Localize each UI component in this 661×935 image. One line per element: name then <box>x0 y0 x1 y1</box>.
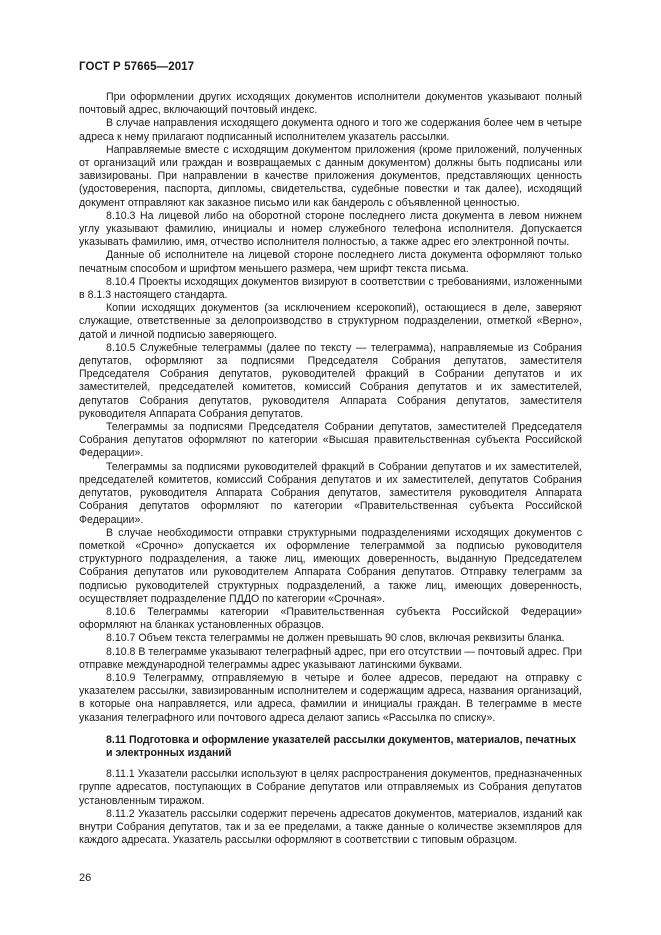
paragraph: При оформлении других исходящих документов исполнители документов указывают полный почтовый адрес, включающий почтовый индекс. <box>79 91 582 117</box>
paragraph: 8.10.7 Объем текста телеграммы не должен превышать 90 слов, включая реквизиты бланка. <box>106 632 565 645</box>
paragraph: Копии исходящих документов (за исключением ксерокопий), остающиеся в деле, заверяют служащие, ответственные за делопроизводство в структурном подразделении, отметкой «Верно», датой и личной подписью заверяющего. <box>79 302 582 341</box>
paragraph: 8.10.6 Телеграммы категории «Правительственная субъекта Российской Федерации» оформляют на бланках установленных образцов. <box>79 605 582 632</box>
paragraph: 8.10.9 Телеграмму, отправляемую в четыре и более адресов, передают на отправку с указателем рассылки, завизированным исполнителем и содержащим адреса, названия организаций, в которые она направляется, или адреса, фамилии и инициалы граждан. В телеграмме в месте указания телеграфного или почтового адреса делают запись «Рассылка по списку». <box>79 671 582 724</box>
document-body <box>79 91 582 847</box>
paragraph: Направляемые вместе с исходящим документом приложения (кроме приложений, полученных от организаций или граждан и возвращаемых с данным документом) должны быть подписаны или завизированы. При направлении в качестве приложения документов, представляющих ценность (удостоверения, паспорта, дипломы, свидетельства, судебные повестки и так далее), исходящий документ отправляют как заказное письмо или как бандероль с объявленной ценностью. <box>79 143 582 209</box>
document-header: ГОСТ Р 57665—2017 <box>79 61 195 73</box>
paragraph: 8.10.4 Проекты исходящих документов визируют в соответствии с требованиями, изложенными в 8.1.3 настоящего стандарта. <box>79 275 582 302</box>
paragraph: 8.10.3 На лицевой либо на оборотной стороне последнего листа документа в левом нижнем углу указывают фамилию, инициалы и номер служебного телефона исполнителя. Допускается указывать фамилию, имя, отчество исполнителя полностью, а также адрес его электронной почты. <box>79 209 582 249</box>
paragraph: В случае направления исходящего документа одного и того же содержания более чем в четыре адреса к нему прилагают подписанный исполнителем указатель рассылки. <box>79 117 582 143</box>
paragraph: 8.11.2 Указатель рассылки содержит перечень адресатов документов, материалов, изданий как внутри Собрания депутатов, так и за ее пределами, а также данные о количестве экземпляров для каждого адресата. Указатель рассылки оформляют в соответствии с типовым образцом. <box>79 807 582 847</box>
paragraph: Телеграммы за подписями Председателя Собрании депутатов, заместителей Председателя Собрания депутатов оформляют по категории «Высшая правительственная субъекта Российской Федерации». <box>79 421 582 460</box>
page-number: 26 <box>79 872 92 884</box>
section-heading: 8.11 Подготовка и оформление указателей рассылки документов, материалов, печатных и электронных изданий <box>106 733 577 759</box>
paragraph: 8.11.1 Указатели рассылки используют в целях распространения документов, предназначенных группе адресатов, поступающих в Собрание депутатов или отправляемых из Собрания депутатов установленным тиражом. <box>79 768 582 807</box>
paragraph: 8.10.8 В телеграмме указывают телеграфный адрес, при его отсутствии — почтовый адрес. При отправке международной телеграммы адрес указывают латинскими буквами. <box>79 645 582 671</box>
paragraph: В случае необходимости отправки структурными подразделениями исходящих документов с пометкой «Срочно» допускается их оформление телеграммой за подписью руководителя структурного подразделения, а также лиц, имеющих доверенность, выданную Председателем Собрания депутатов или руководителем Аппарата Собрания депутатов. Отправку телеграмм за подписью руководителей структурных подразделений, а также лиц, имеющих доверенность, осуществляет подразделение ПДДО по категории «Срочная». <box>79 526 582 605</box>
paragraph: Телеграммы за подписями руководителей фракций в Собрании депутатов и их заместителей, председателей комитетов, комиссий Собрания депутатов и их заместителей, депутатов Собрания депутатов, руководителя Аппарата Собрания депутатов, заместителя руководителя Аппарата Собрания депутатов оформляют по категории «Правительственная субъекта Российской Федерации». <box>79 460 582 526</box>
paragraph: Данные об исполнителе на лицевой стороне последнего листа документа оформляют только печатным способом и шрифтом меньшего размера, чем шрифт текста письма. <box>79 249 582 275</box>
paragraph: 8.10.5 Служебные телеграммы (далее по тексту — телеграмма), направляемые из Собрания депутатов, оформляют за подписями Председателя Собрания депутатов, заместителя Председателя Собрания депутатов, руководителей фракций в Собрании депутатов и их заместителей, председателей комитетов, комиссий Собрания депутатов и их заместителей, депутатов Собрания депутатов, руководителя Аппарата Собрания депутатов, заместителя руководителя Аппарата Собрания депутатов. <box>79 341 582 420</box>
